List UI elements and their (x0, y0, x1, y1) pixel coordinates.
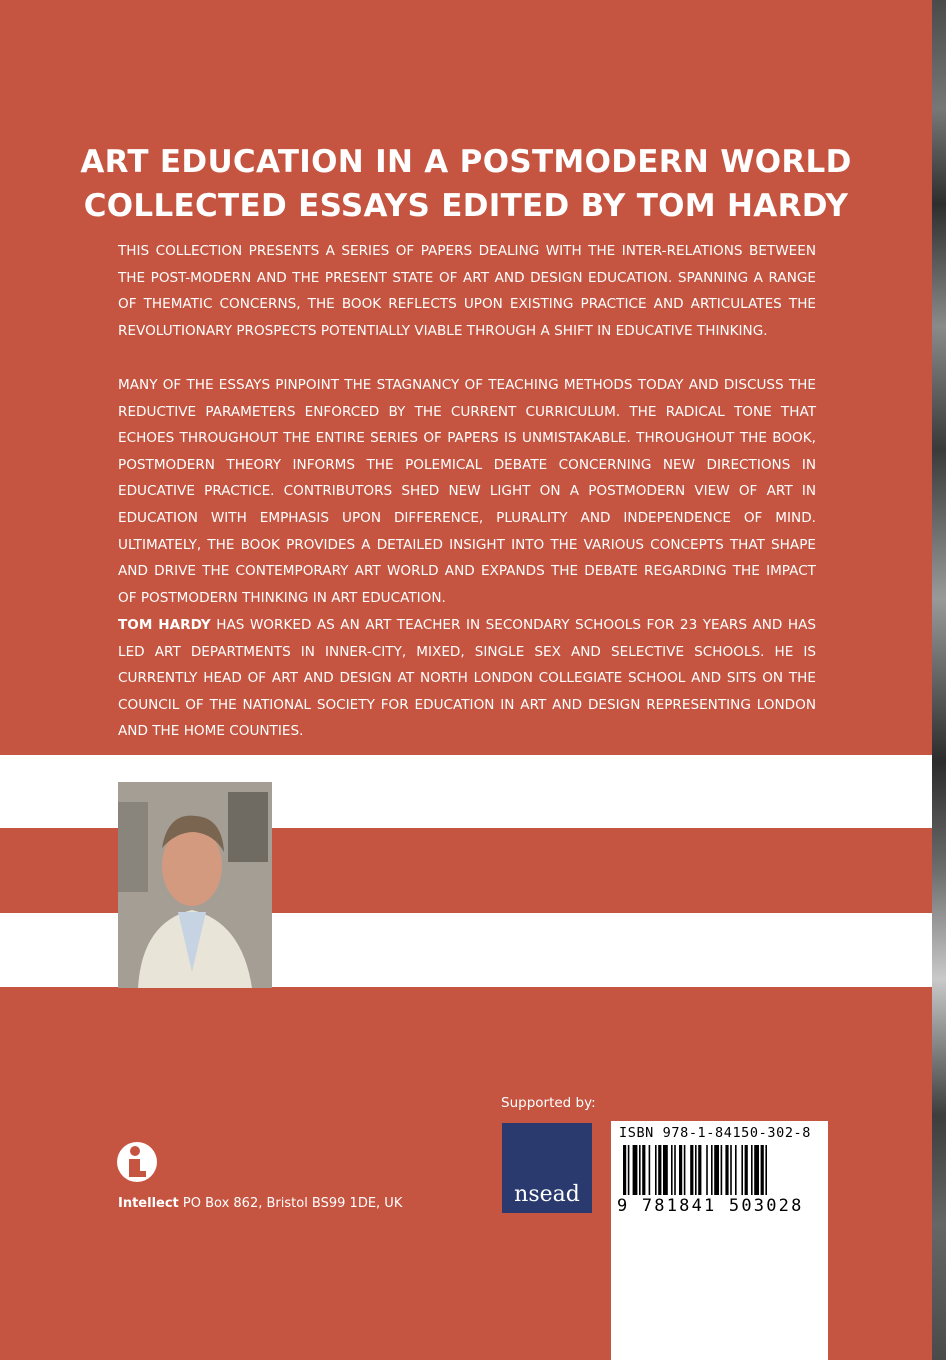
author-photo (118, 782, 272, 988)
supported-by-label: Supported by: (501, 1095, 596, 1111)
publisher-address-text: PO Box 862, Bristol BS99 1DE, UK (178, 1196, 403, 1211)
back-cover-spine-edge (932, 0, 946, 1360)
isbn-digits: 9 781841 503028 (617, 1195, 823, 1217)
blurb-paragraph-2: MANY OF THE ESSAYS PINPOINT THE STAGNANCY OF TEACHING METHODS TODAY AND DISCUSS THE REDUCTIVE PARAMETERS ENFORCED BY THE CURRENT CURRICULUM. THE RADICAL TONE THAT ECHOES THROUGHOUT THE ENTIRE SERIES OF PAPERS IS UNMISTAKABLE. THROUGHOUT THE BOOK, POSTMODERN THEORY INFORMS THE POLEMICAL DEBATE CONCERNING NEW DIRECTIONS IN EDUCATIVE PRACTICE. CONTRIBUTORS SHED NEW LIGHT ON A POSTMODERN VIEW OF ART IN EDUCATION WITH EMPHASIS UPON DIFFERENCE, PLURALITY AND INDEPENDENCE OF MIND. ULTIMATELY, THE BOOK PROVIDES A DETAILED INSIGHT INTO THE VARIOUS CONCEPTS THAT SHAPE AND DRIVE THE CONTEMPORARY ART WORLD AND EXPANDS THE DEBATE REGARDING THE IMPACT OF POSTMODERN THINKING IN ART EDUCATION. (118, 377, 816, 606)
isbn-label: ISBN 978-1-84150-302-8 (619, 1125, 812, 1141)
nsead-logo-text: nsead (514, 1182, 580, 1207)
nsead-logo (502, 1123, 592, 1213)
intellect-logo-icon (116, 1137, 158, 1187)
publisher-address (118, 1196, 402, 1211)
author-bio-paragraph (118, 612, 816, 745)
publisher-name: Intellect (118, 1196, 179, 1211)
book-title (60, 140, 872, 228)
title-line-2: COLLECTED ESSAYS EDITED BY TOM HARDY (83, 188, 849, 224)
isbn-barcode (611, 1121, 828, 1360)
author-name: TOM HARDY (118, 617, 211, 633)
title-line-1: ART EDUCATION IN A POSTMODERN WORLD (80, 144, 852, 180)
author-bio-text: HAS WORKED AS AN ART TEACHER IN SECONDARY SCHOOLS FOR 23 YEARS AND HAS LED ART DEPARTMENTS IN INNER-CITY, MIXED, SINGLE SEX AND SELECTIVE SCHOOLS. HE IS CURRENTLY HEAD OF ART AND DESIGN AT NORTH LONDON COLLEGIATE SCHOOL AND SITS ON THE COUNCIL OF THE NATIONAL SOCIETY FOR EDUCATION IN ART AND DESIGN REPRESENTING LONDON AND THE HOME COUNTIES. (118, 617, 816, 740)
blurb-paragraph-1: THIS COLLECTION PRESENTS A SERIES OF PAPERS DEALING WITH THE INTER-RELATIONS BETWEEN THE POST-MODERN AND THE PRESENT STATE OF ART AND DESIGN EDUCATION. SPANNING A RANGE OF THEMATIC CONCERNS, THE BOOK REFLECTS UPON EXISTING PRACTICE AND ARTICULATES THE REVOLUTIONARY PROSPECTS POTENTIALLY VIABLE THROUGH A SHIFT IN EDUCATIVE THINKING. (118, 243, 816, 339)
